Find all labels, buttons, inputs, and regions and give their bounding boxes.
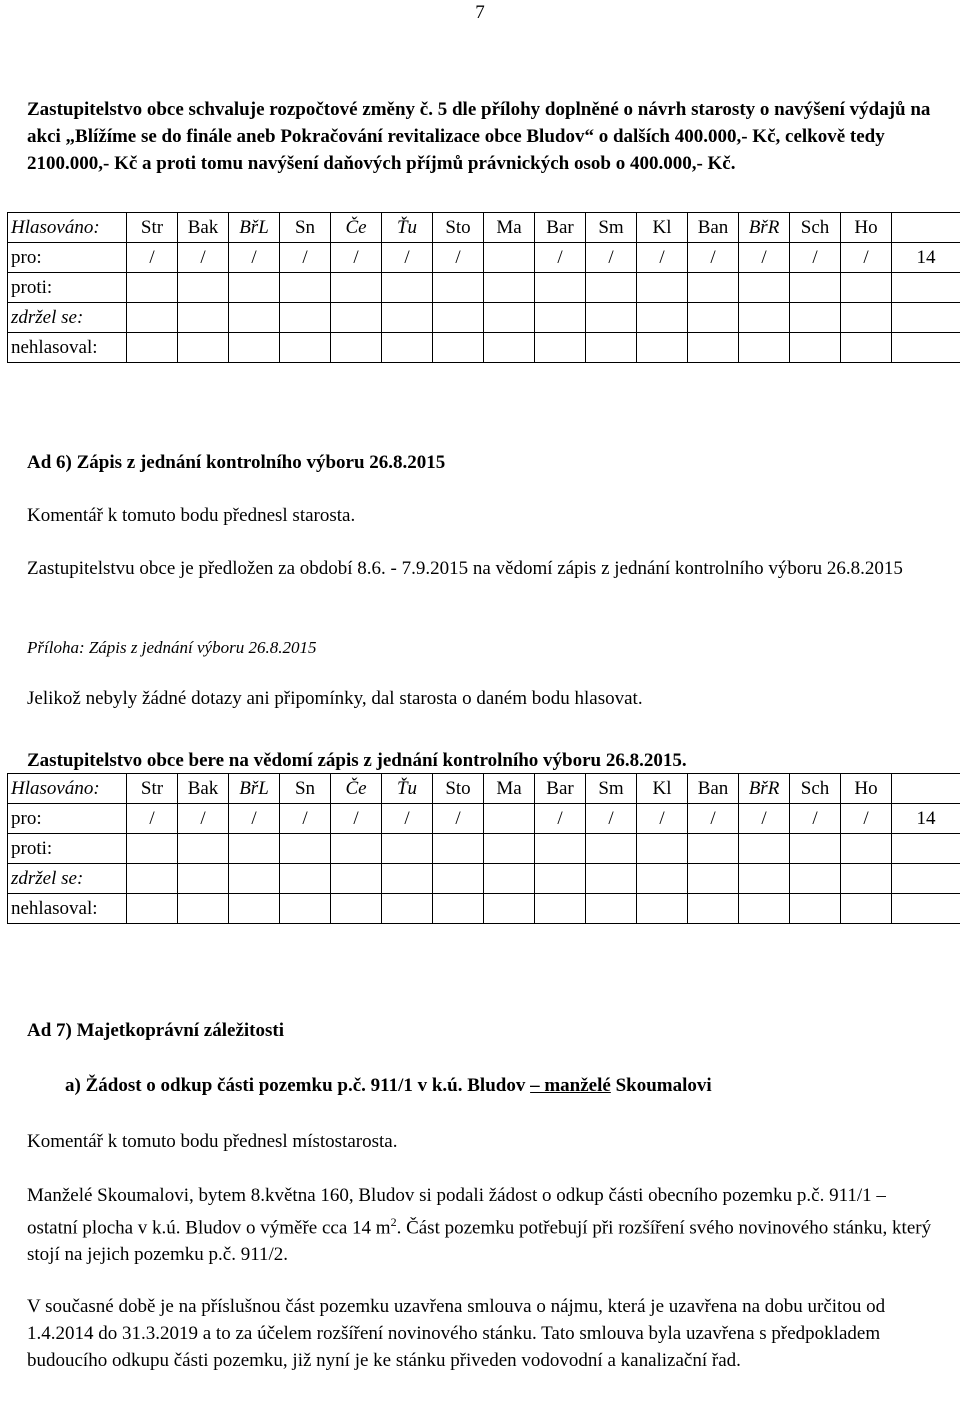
vote-cell: / <box>688 243 739 273</box>
vote-cell <box>178 303 229 333</box>
vote-cell: / <box>535 804 586 834</box>
vote-cell: / <box>433 243 484 273</box>
vote-cell <box>229 303 280 333</box>
vote-cell <box>688 303 739 333</box>
vote-cell: / <box>127 804 178 834</box>
member-header: Sto <box>433 774 484 804</box>
vote-cell <box>739 834 790 864</box>
vote-cell <box>637 864 688 894</box>
member-header: Bar <box>535 213 586 243</box>
vote-header-row <box>8 213 960 243</box>
vote-cell <box>178 894 229 924</box>
vote-cell <box>484 894 535 924</box>
vote-cell <box>382 894 433 924</box>
vote-cell <box>433 273 484 303</box>
member-header: Kl <box>637 213 688 243</box>
vote-cell: / <box>280 243 331 273</box>
vote-row <box>8 303 960 333</box>
body-text <box>27 1182 937 1268</box>
vote-cell: / <box>178 243 229 273</box>
vote-cell <box>178 834 229 864</box>
vote-cell <box>127 894 178 924</box>
vote-total <box>892 273 960 303</box>
vote-cell <box>280 864 331 894</box>
vote-total <box>892 864 960 894</box>
vote-row-label: zdržel se: <box>8 303 127 333</box>
member-header: BřR <box>739 774 790 804</box>
vote-cell: / <box>331 243 382 273</box>
vote-cell <box>586 864 637 894</box>
subsection-heading-prefix: a) Žádost o odkup části pozemku p.č. 911/1 v k.ú. Bludov <box>65 1075 531 1096</box>
member-header: Bak <box>178 774 229 804</box>
member-header: Če <box>331 213 382 243</box>
vote-total <box>892 834 960 864</box>
vote-cell <box>739 333 790 363</box>
vote-cell <box>535 303 586 333</box>
member-header: Ho <box>841 774 892 804</box>
vote-cell <box>433 303 484 333</box>
subsection-heading <box>65 1072 945 1099</box>
vote-cell <box>331 333 382 363</box>
vote-cell <box>790 333 841 363</box>
vote-cell <box>637 273 688 303</box>
vote-cell: / <box>382 243 433 273</box>
vote-cell <box>484 804 535 834</box>
vote-cell <box>586 333 637 363</box>
vote-cell: / <box>127 243 178 273</box>
member-header: Ťu <box>382 774 433 804</box>
vote-cell <box>382 333 433 363</box>
member-header: Sm <box>586 774 637 804</box>
vote-table <box>7 773 960 924</box>
member-header: Ma <box>484 213 535 243</box>
vote-cell: / <box>229 804 280 834</box>
vote-cell <box>841 894 892 924</box>
member-header: Sm <box>586 213 637 243</box>
vote-cell <box>433 834 484 864</box>
vote-total <box>892 333 960 363</box>
body-text: V současné době je na příslušnou část pozemku uzavřena smlouva o nájmu, která je uzavřena na dobu určitou od 1.4.2014 do 31.3.2019 a to za účelem rozšíření novinového stánku. Tato smlouva byla uzavřena s předpokladem budoucího odkupu části pozemku, již nyní je ke stánku přiveden vodovodní a kanalizační řad. <box>27 1296 886 1371</box>
vote-cell <box>841 333 892 363</box>
vote-cell: / <box>790 804 841 834</box>
vote-row-label: nehlasoval: <box>8 894 127 924</box>
vote-cell <box>739 273 790 303</box>
member-header: Str <box>127 774 178 804</box>
vote-cell: / <box>586 243 637 273</box>
member-header: Ban <box>688 774 739 804</box>
vote-cell: / <box>535 243 586 273</box>
vote-row <box>8 273 960 303</box>
vote-row-label: pro: <box>8 243 127 273</box>
subsection-heading-suffix: Skoumalovi <box>610 1075 712 1096</box>
vote-table <box>7 212 960 363</box>
member-header: Sto <box>433 213 484 243</box>
member-header: Sch <box>790 774 841 804</box>
vote-cell <box>841 834 892 864</box>
vote-cell <box>586 303 637 333</box>
vote-cell <box>382 834 433 864</box>
vote-cell <box>739 864 790 894</box>
vote-cell <box>127 333 178 363</box>
member-header: Str <box>127 213 178 243</box>
vote-total <box>892 894 960 924</box>
vote-cell: / <box>739 243 790 273</box>
vote-row-label: proti: <box>8 273 127 303</box>
resolution-text: Zastupitelstvo obce schvaluje rozpočtové změny č. 5 dle přílohy doplněné o návrh starosty o navýšení výdajů na akci „Blížíme se do finále aneb Pokračování revitalizace obce Bludov“ o dalších 400.000,- Kč, celkově tedy 2100.000,- Kč a proti tomu navýšení daňových příjmů právnických osob o 400.000,- Kč. <box>27 99 931 174</box>
vote-cell: / <box>841 804 892 834</box>
vote-total: 14 <box>892 243 960 273</box>
vote-header-label: Hlasováno: <box>8 774 127 804</box>
member-header: Če <box>331 774 382 804</box>
vote-cell <box>484 834 535 864</box>
vote-cell <box>790 894 841 924</box>
vote-cell <box>229 864 280 894</box>
vote-cell <box>280 894 331 924</box>
page-number: 7 <box>475 2 485 23</box>
vote-cell <box>688 834 739 864</box>
member-header: BřL <box>229 213 280 243</box>
total-header <box>892 774 960 804</box>
vote-row <box>8 834 960 864</box>
vote-cell <box>484 303 535 333</box>
vote-cell <box>178 333 229 363</box>
vote-cell <box>331 894 382 924</box>
body-text-part: Manželé Skoumalovi, bytem 8.května 160, Bludov si podali žádost o odkup části obecního pozemku p.č. 911/1 – ostatní plocha v k.ú. Bludov o výměře cca 14 m <box>27 1185 886 1239</box>
total-header <box>892 213 960 243</box>
vote-row-label: proti: <box>8 834 127 864</box>
vote-row-label: pro: <box>8 804 127 834</box>
vote-cell <box>229 333 280 363</box>
vote-cell <box>688 333 739 363</box>
vote-cell <box>178 864 229 894</box>
subsection-heading-underlined: – manželé <box>530 1075 611 1096</box>
resolution-text: Zastupitelstvo obce bere na vědomí zápis z jednání kontrolního výboru 26.8.2015. <box>27 750 687 771</box>
vote-cell <box>127 864 178 894</box>
member-header: BřR <box>739 213 790 243</box>
vote-cell <box>790 303 841 333</box>
attachment-text: Příloha: Zápis z jednání výboru 26.8.2015 <box>27 638 317 657</box>
vote-cell <box>229 894 280 924</box>
superscript: 2 <box>390 1215 397 1229</box>
vote-cell: / <box>841 243 892 273</box>
vote-cell <box>331 864 382 894</box>
vote-cell <box>484 273 535 303</box>
section-heading: Ad 7) Majetkoprávní záležitosti <box>27 1020 284 1041</box>
vote-cell <box>127 303 178 333</box>
member-header: Ban <box>688 213 739 243</box>
comment-text: Komentář k tomuto bodu přednesl starosta. <box>27 505 356 526</box>
vote-cell <box>739 894 790 924</box>
vote-cell: / <box>229 243 280 273</box>
vote-cell <box>637 834 688 864</box>
member-header: Sn <box>280 213 331 243</box>
vote-cell <box>841 273 892 303</box>
vote-cell: / <box>331 804 382 834</box>
vote-cell <box>841 864 892 894</box>
vote-cell <box>484 243 535 273</box>
vote-cell <box>637 894 688 924</box>
vote-row <box>8 864 960 894</box>
member-header: Kl <box>637 774 688 804</box>
vote-cell <box>586 834 637 864</box>
member-header: BřL <box>229 774 280 804</box>
vote-cell <box>382 864 433 894</box>
vote-cell <box>382 303 433 333</box>
body-text: Zastupitelstvu obce je předložen za období 8.6. - 7.9.2015 na vědomí zápis z jednání kontrolního výboru 26.8.2015 <box>27 558 903 579</box>
vote-row-label: nehlasoval: <box>8 333 127 363</box>
vote-row-label: zdržel se: <box>8 864 127 894</box>
member-header: Bak <box>178 213 229 243</box>
vote-total: 14 <box>892 804 960 834</box>
member-header: Bar <box>535 774 586 804</box>
vote-cell <box>331 834 382 864</box>
member-header: Sn <box>280 774 331 804</box>
vote-cell <box>790 834 841 864</box>
vote-cell: / <box>382 804 433 834</box>
vote-cell <box>535 834 586 864</box>
vote-cell <box>790 273 841 303</box>
vote-cell: / <box>637 804 688 834</box>
vote-cell <box>331 303 382 333</box>
vote-cell <box>637 303 688 333</box>
vote-header-label: Hlasováno: <box>8 213 127 243</box>
vote-cell: / <box>790 243 841 273</box>
vote-cell <box>229 834 280 864</box>
vote-cell: / <box>433 804 484 834</box>
vote-cell <box>280 303 331 333</box>
vote-cell <box>688 864 739 894</box>
vote-cell: / <box>178 804 229 834</box>
vote-header-row <box>8 774 960 804</box>
vote-cell <box>535 273 586 303</box>
vote-cell <box>178 273 229 303</box>
vote-cell: / <box>586 804 637 834</box>
member-header: Ťu <box>382 213 433 243</box>
vote-cell <box>127 834 178 864</box>
vote-row <box>8 333 960 363</box>
vote-cell <box>688 273 739 303</box>
vote-row <box>8 804 960 834</box>
vote-cell <box>535 333 586 363</box>
vote-cell: / <box>688 804 739 834</box>
vote-cell <box>280 273 331 303</box>
vote-cell <box>280 834 331 864</box>
body-text-part: . Část pozemku potřebují při rozšíření svého novinového stánku, který stojí na jejich pozemku p.č. 911/2. <box>27 1217 932 1266</box>
member-header: Ma <box>484 774 535 804</box>
comment-text: Komentář k tomuto bodu přednesl místostarosta. <box>27 1131 398 1152</box>
member-header: Ho <box>841 213 892 243</box>
vote-cell: / <box>739 804 790 834</box>
vote-total <box>892 303 960 333</box>
vote-cell <box>484 333 535 363</box>
vote-cell <box>382 273 433 303</box>
vote-cell <box>841 303 892 333</box>
body-text: Jelikož nebyly žádné dotazy ani připomínky, dal starosta o daném bodu hlasovat. <box>27 688 643 709</box>
vote-cell <box>535 894 586 924</box>
vote-cell <box>586 273 637 303</box>
vote-cell <box>790 864 841 894</box>
vote-cell: / <box>637 243 688 273</box>
vote-cell <box>433 333 484 363</box>
vote-cell <box>586 894 637 924</box>
vote-cell <box>535 864 586 894</box>
vote-cell <box>331 273 382 303</box>
vote-cell <box>637 333 688 363</box>
vote-cell <box>739 303 790 333</box>
vote-cell <box>433 894 484 924</box>
vote-row <box>8 243 960 273</box>
member-header: Sch <box>790 213 841 243</box>
vote-cell: / <box>280 804 331 834</box>
vote-cell <box>280 333 331 363</box>
vote-row <box>8 894 960 924</box>
vote-cell <box>127 273 178 303</box>
vote-cell <box>688 894 739 924</box>
vote-cell <box>433 864 484 894</box>
vote-cell <box>229 273 280 303</box>
vote-cell <box>484 864 535 894</box>
section-heading: Ad 6) Zápis z jednání kontrolního výboru 26.8.2015 <box>27 452 446 473</box>
